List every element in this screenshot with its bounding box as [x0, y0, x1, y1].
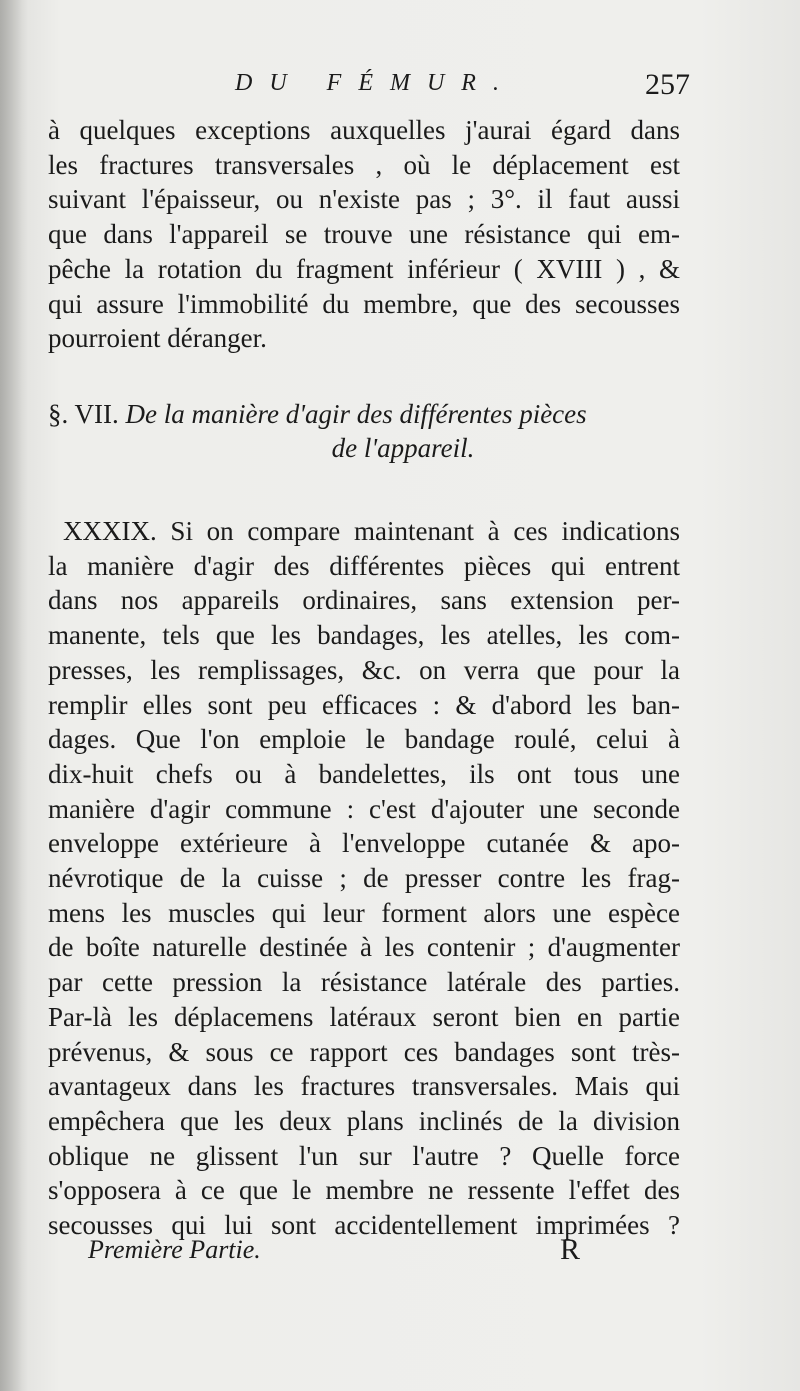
page-number: 257: [645, 68, 690, 101]
page-header: [235, 70, 690, 110]
running-head: DU FÉMUR.: [235, 70, 516, 96]
text-line: XXXIX. Si on compare maintenant à ces indications: [63, 516, 680, 546]
text-line: avantageux dans les fractures transversales. Mais qui: [48, 1071, 680, 1102]
text-line: manente, tels que les bandages, les atelles, les com-: [48, 620, 680, 651]
section-number: §. VII.: [48, 399, 119, 429]
text-line: dages. Que l'on emploie le bandage roulé, celui à: [48, 724, 680, 755]
text-line: que dans l'appareil se trouve une résistance qui em-: [48, 219, 680, 250]
page-footer: [88, 1235, 588, 1275]
text-line: presses, les remplissages, &c. on verra que pour la: [48, 654, 680, 685]
text-line: à quelques exceptions auxquelles j'aurai égard dans: [48, 115, 680, 145]
paragraph-continued: [48, 113, 680, 356]
text-line: mens les muscles qui leur forment alors une espèce: [48, 897, 680, 928]
text-line: remplir elles sont peu efficaces : & d'abord les ban-: [48, 689, 680, 720]
text-line: névrotique de la cuisse ; de presser contre les frag-: [48, 863, 680, 894]
text-line: qui assure l'immobilité du membre, que des secousses: [48, 288, 680, 319]
part-label: Première Partie.: [88, 1235, 261, 1264]
section-title: De la manière d'agir des différentes pièces: [125, 399, 587, 429]
text-line: manière d'agir commune : c'est d'ajouter une seconde: [48, 793, 680, 824]
section-title-continued: de l'appareil.: [331, 433, 475, 463]
text-line: enveloppe extérieure à l'enveloppe cutanée & apo-: [48, 828, 680, 859]
text-line: pêche la rotation du fragment inférieur ( XVIII ) , &: [48, 253, 680, 284]
text-line: pourroient déranger.: [48, 323, 267, 354]
text-line: Par-là les déplacemens latéraux seront bien en partie: [48, 1001, 680, 1032]
text-line: prévenus, & sous ce rapport ces bandages sont très-: [48, 1036, 680, 1067]
text-line: dix-huit chefs ou à bandelettes, ils ont tous une: [48, 758, 680, 789]
text-line: dans nos appareils ordinaires, sans extension per-: [48, 585, 680, 616]
text-line: empêchera que les deux plans inclinés de la division: [48, 1105, 680, 1136]
page-gutter-shadow: [0, 0, 28, 1391]
text-line: de boîte naturelle destinée à les contenir ; d'augmenter: [48, 932, 680, 963]
signature-mark: R: [560, 1233, 581, 1266]
paragraph-xxxix: [48, 514, 680, 1243]
text-line: oblique ne glissent l'un sur l'autre ? Quelle force: [48, 1140, 680, 1171]
section-heading: [48, 397, 688, 465]
text-line: s'opposera à ce que le membre ne ressente l'effet des: [48, 1175, 680, 1206]
text-line: secousses qui lui sont accidentellement imprimées ?: [48, 1210, 680, 1241]
text-line: suivant l'épaisseur, ou n'existe pas ; 3°. il faut aussi: [48, 184, 680, 215]
text-line: la manière d'agir des différentes pièces qui entrent: [48, 550, 680, 581]
section-heading-line: [48, 397, 688, 431]
text-line: par cette pression la résistance latérale des parties.: [48, 967, 680, 998]
text-line: les fractures transversales , où le déplacement est: [48, 149, 680, 180]
